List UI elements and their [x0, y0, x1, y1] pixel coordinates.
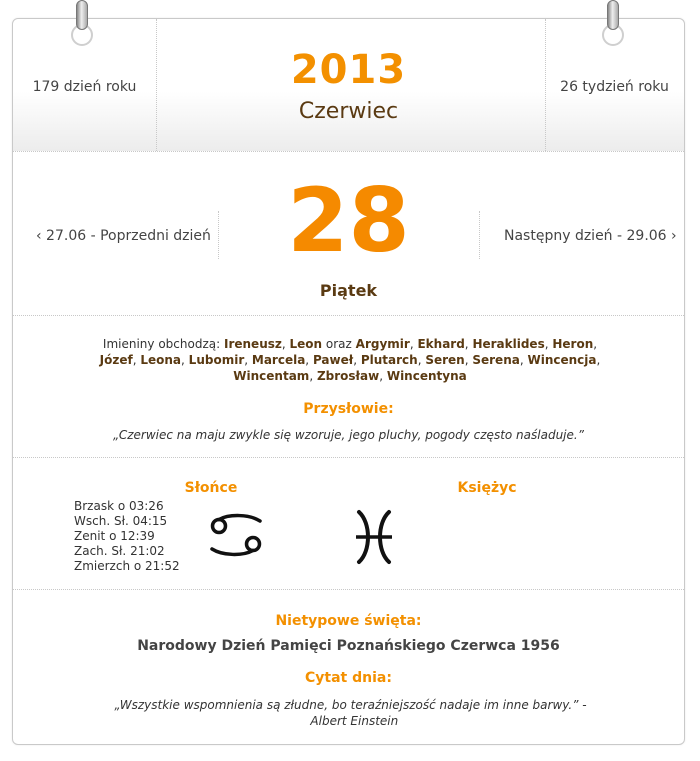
- quote-author: Albert Einstein: [310, 714, 399, 728]
- weekday-label: Piątek: [319, 281, 378, 300]
- nameday-name: Seren: [425, 353, 465, 367]
- proverb-title: Przysłowie:: [303, 401, 394, 417]
- nameday-intro: Imieniny obchodzą:: [102, 337, 221, 351]
- nameday-name: Ekhard: [417, 337, 465, 351]
- holidays-title: Nietypowe święta:: [275, 613, 422, 629]
- nameday-name: Serena: [472, 353, 520, 367]
- nameday-name: Wincentam: [233, 369, 310, 383]
- separator: [13, 457, 684, 458]
- year-label: 2013: [290, 47, 407, 93]
- nameday-name: Paweł: [312, 353, 354, 367]
- day-number: 28: [287, 169, 410, 272]
- binder-ring-left: [69, 0, 95, 52]
- sun-title: Słońce: [184, 480, 238, 496]
- nameday-name: Lubomir: [188, 353, 245, 367]
- holiday-text: Narodowy Dzień Pamięci Poznańskiego Czerwca 1956: [137, 638, 560, 654]
- nameday-name: Heron: [552, 337, 594, 351]
- nameday-name: Heraklides: [472, 337, 545, 351]
- moon-title: Księżyc: [457, 480, 517, 496]
- nameday-name: Zbrosław: [316, 369, 380, 383]
- day-of-year: 179 dzień roku: [32, 79, 137, 95]
- sun-times: [74, 499, 180, 574]
- sun-time-sunrise: Wsch. Sł. 04:15: [74, 514, 168, 528]
- nameday-name: Argymir: [355, 337, 410, 351]
- cancer-zodiac-icon: [207, 512, 267, 558]
- sun-time-dawn: Brzask o 03:26: [74, 499, 164, 513]
- nameday-name: Józef: [99, 353, 133, 367]
- separator: [13, 589, 684, 590]
- sun-time-zenith: Zenit o 12:39: [74, 529, 155, 543]
- week-of-year: 26 tydzień roku: [560, 79, 669, 95]
- nameday-main: Leon: [289, 337, 323, 351]
- binder-ring-right: [600, 0, 626, 52]
- separator: [13, 315, 684, 316]
- next-day-link[interactable]: Następny dzień - 29.06 ›: [504, 228, 677, 244]
- quote-title: Cytat dnia:: [305, 670, 392, 686]
- nameday-name: Leona: [140, 353, 182, 367]
- nameday-name: Marcela: [251, 353, 306, 367]
- nav-divider-right: [479, 211, 480, 259]
- sun-time-sunset: Zach. Sł. 21:02: [74, 544, 165, 558]
- nameday-main: Ireneusz: [223, 337, 282, 351]
- nameday-name: Wincencja: [527, 353, 597, 367]
- quote-text: [113, 697, 588, 729]
- proverb-text: „Czerwiec na maju zwykle się wzoruje, jego pluchy, pogody często naśladuje.”: [113, 428, 584, 442]
- previous-day-link[interactable]: ‹ 27.06 - Poprzedni dzień: [36, 228, 211, 244]
- month-label: Czerwiec: [298, 99, 399, 124]
- nameday-name: Wincentyna: [386, 369, 467, 383]
- nameday-name: Plutarch: [360, 353, 418, 367]
- pisces-zodiac-icon: [351, 509, 397, 565]
- quote-body: „Wszystkie wspomnienia są złudne, bo teraźniejszość nadaje im inne barwy.” -: [114, 698, 587, 712]
- nameday-conj: oraz: [325, 337, 352, 351]
- calendar-card: [12, 18, 685, 745]
- sun-time-dusk: Zmierzch o 21:52: [74, 559, 180, 573]
- nameday-list: Imieniny obchodzą: Ireneusz, Leon oraz Argymir, Ekhard, Heraklides, Heron, Józef, Leona, Lubomir, Marcela, Paweł, Plutarch, Seren, Serena, Wincencja, Wincentam, Zbrosław, Wincentyna: [99, 337, 601, 383]
